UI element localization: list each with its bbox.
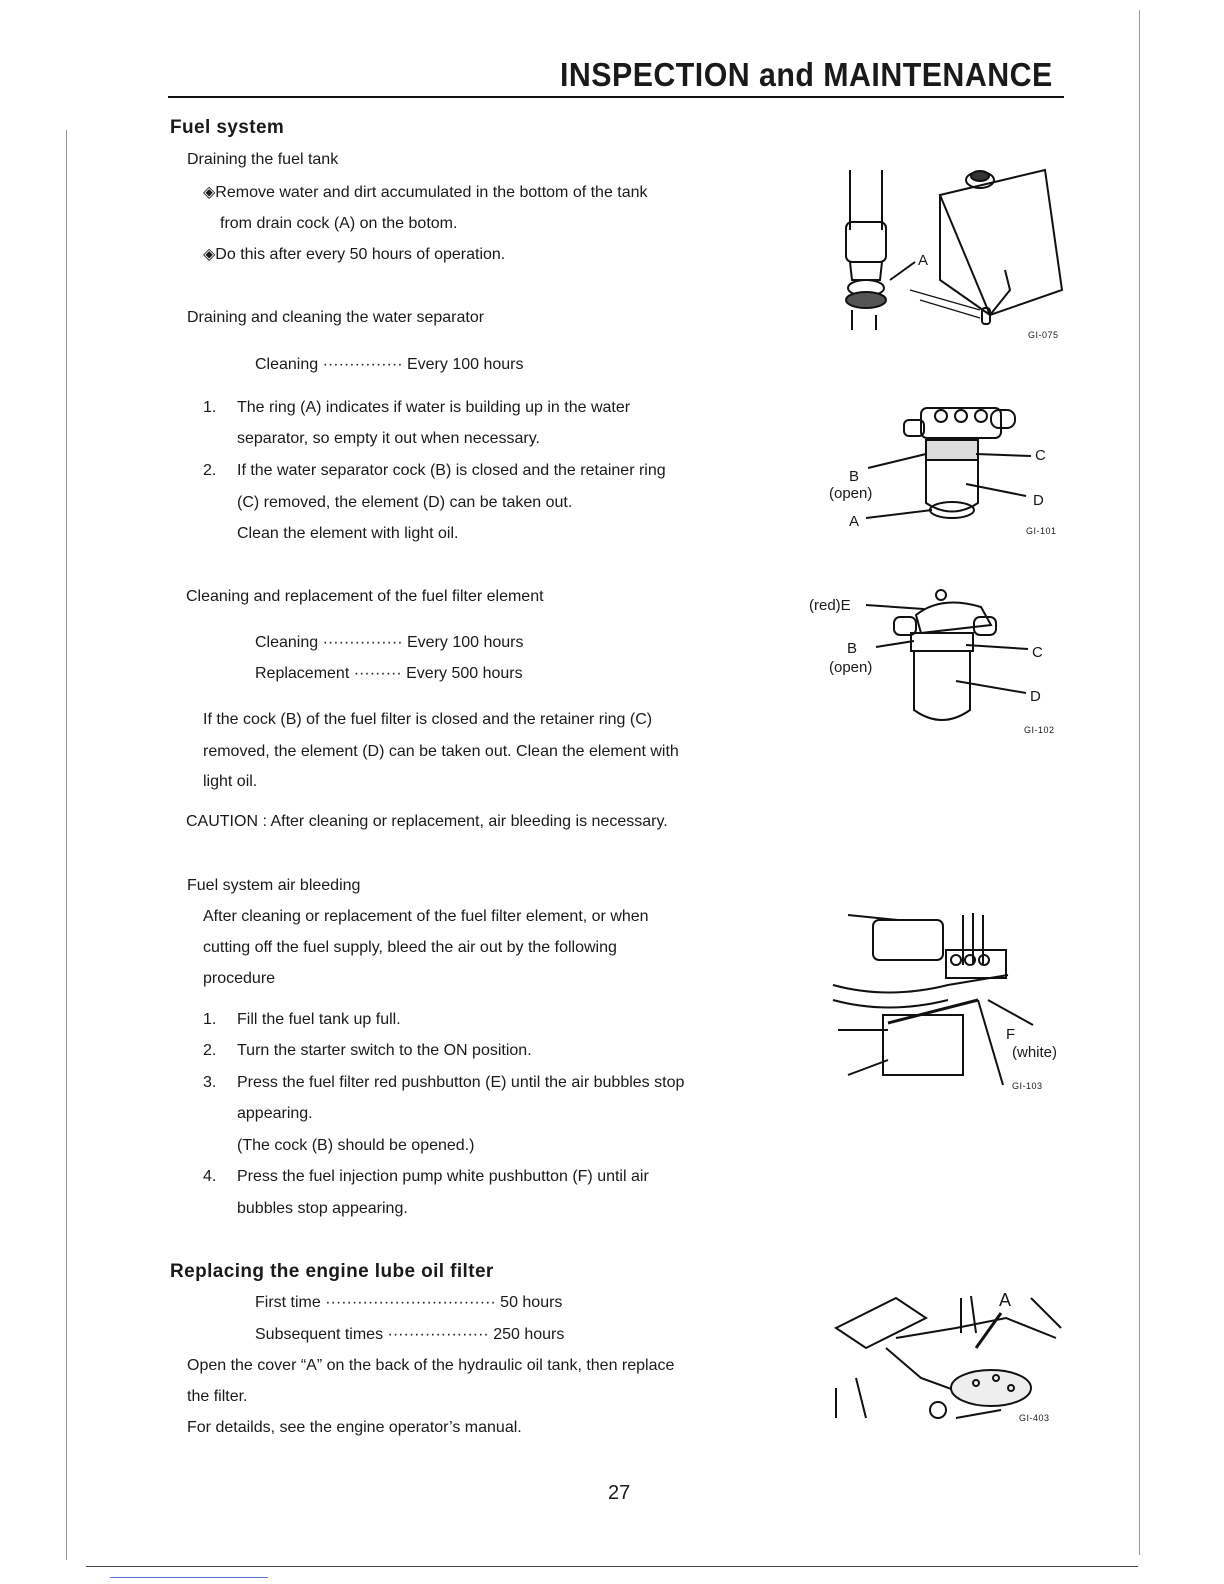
list-text: Fill the fuel tank up full. [237, 1011, 401, 1028]
callout-label: F [1006, 1026, 1016, 1043]
paragraph-line: light oil. [203, 773, 258, 790]
paragraph-line: If the cock (B) of the fuel filter is closed and the retainer ring (C) [203, 711, 653, 728]
callout-label: A [999, 1290, 1012, 1310]
interval-text: Subsequent times ··················· 250 hours [255, 1326, 565, 1343]
callout-label: (open) [829, 659, 873, 676]
figure-water-separator [826, 398, 1066, 543]
list-text: separator, so empty it out when necessary. [237, 430, 540, 447]
paragraph-line: For detailds, see the engine operator’s manual. [187, 1419, 522, 1436]
list-text: (C) removed, the element (D) can be taken out. [237, 494, 573, 511]
list-text: Clean the element with light oil. [237, 525, 459, 542]
subsection-title-drain-tank: Draining the fuel tank [187, 151, 339, 168]
section-heading-fuel-system: Fuel system [170, 117, 285, 138]
list-text: appearing. [237, 1105, 313, 1122]
list-item [203, 461, 743, 481]
footer-rule [86, 1566, 1138, 1567]
callout-label: D [1033, 492, 1044, 509]
bullet-text: ◈Remove water and dirt accumulated in the bottom of the tank [203, 184, 648, 201]
interval-text: First time ································ 50 hours [255, 1294, 563, 1311]
callout-label: A [849, 513, 860, 530]
scan-edge-line [110, 1577, 268, 1578]
page-header-title: INSPECTION and MAINTENANCE [560, 56, 1053, 93]
callout-label: (open) [829, 485, 873, 502]
list-text: If the water separator cock (B) is closed and the retainer ring [237, 462, 666, 479]
callout-label: C [1032, 644, 1043, 661]
paragraph-line: removed, the element (D) can be taken out. Clean the element with [203, 743, 679, 760]
interval-text: Cleaning ··············· Every 100 hours [255, 634, 524, 651]
paragraph-line: cutting off the fuel supply, bleed the air out by the following [203, 939, 617, 956]
water-separator-illustration [826, 398, 1066, 543]
callout-label: A [918, 252, 929, 269]
fuel-tank-illustration [830, 150, 1070, 350]
list-item [203, 1041, 743, 1061]
subsection-title-air-bleeding: Fuel system air bleeding [187, 877, 361, 894]
subsection-title-fuel-filter: Cleaning and replacement of the fuel filter element [186, 588, 544, 605]
section-heading-lube-oil: Replacing the engine lube oil filter [170, 1261, 494, 1282]
figure-code: GI-102 [1024, 725, 1055, 735]
callout-label: (red)E [809, 597, 851, 614]
list-text: Turn the starter switch to the ON position. [237, 1042, 532, 1059]
bullet-text: from drain cock (A) on the botom. [220, 215, 458, 232]
callout-label: D [1030, 688, 1041, 705]
paragraph-line: procedure [203, 970, 276, 987]
list-number: 3. [203, 1074, 217, 1091]
right-margin-line [1139, 10, 1140, 1555]
figure-code: GI-403 [1019, 1413, 1050, 1423]
callout-label: B [847, 640, 858, 657]
list-item [203, 1073, 743, 1093]
list-text: Press the fuel filter red pushbutton (E) until the air bubbles stop [237, 1074, 685, 1091]
callout-label: B [849, 468, 860, 485]
list-item [203, 1010, 743, 1030]
interval-text: Cleaning ··············· Every 100 hours [255, 356, 524, 373]
caution-text: CAUTION : After cleaning or replacement, air bleeding is necessary. [186, 813, 668, 830]
paragraph-line: the filter. [187, 1388, 248, 1405]
callout-label: (white) [1012, 1044, 1058, 1061]
list-text: The ring (A) indicates if water is building up in the water [237, 399, 631, 416]
figure-injection-pump [828, 905, 1073, 1095]
list-number: 1. [203, 1011, 217, 1028]
figure-code: GI-101 [1026, 526, 1057, 536]
list-item [203, 1167, 743, 1187]
figure-lube-oil-filter [826, 1288, 1071, 1438]
bullet-text: ◈Do this after every 50 hours of operation. [203, 246, 506, 263]
interval-text: Replacement ········· Every 500 hours [255, 665, 523, 682]
list-number: 2. [203, 462, 217, 479]
injection-pump-illustration [828, 905, 1073, 1095]
header-rule [168, 96, 1064, 98]
list-text: Press the fuel injection pump white pushbutton (F) until air [237, 1168, 649, 1185]
list-number: 1. [203, 399, 217, 416]
figure-fuel-filter [806, 585, 1066, 740]
list-text: bubbles stop appearing. [237, 1200, 408, 1217]
list-text: (The cock (B) should be opened.) [237, 1137, 475, 1154]
list-number: 2. [203, 1042, 217, 1059]
figure-fuel-tank [830, 150, 1070, 350]
paragraph-line: After cleaning or replacement of the fuel filter element, or when [203, 908, 649, 925]
left-margin-line [66, 130, 67, 1560]
subsection-title-water-separator: Draining and cleaning the water separator [187, 309, 485, 326]
list-number: 4. [203, 1168, 217, 1185]
paragraph-line: Open the cover “A” on the back of the hydraulic oil tank, then replace [187, 1357, 675, 1374]
page-number: 27 [608, 1482, 631, 1504]
figure-code: GI-075 [1028, 330, 1059, 340]
list-item [203, 398, 743, 418]
callout-label: C [1035, 447, 1046, 464]
figure-code: GI-103 [1012, 1081, 1043, 1091]
